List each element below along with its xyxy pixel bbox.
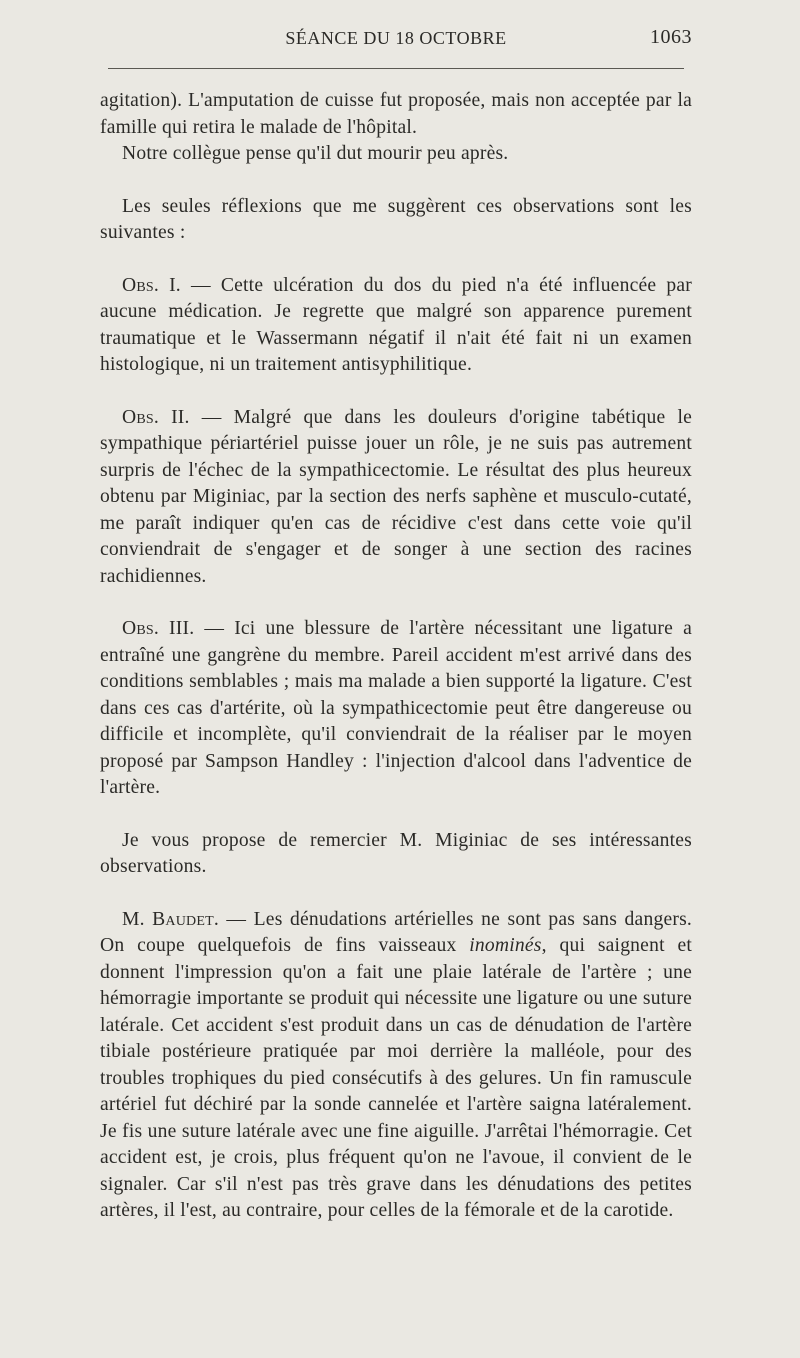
paragraph-gap xyxy=(100,247,692,273)
paragraph-gap xyxy=(100,379,692,405)
paragraph-text: — Cette ulcération du dos du pied n'a été influencée par aucune médication. Je regrette que malgré son apparence purement traumatique et le Wassermann négatif il n'ait été fait ni un examen histologique, ni un traitement antisyphilitique. xyxy=(100,274,692,375)
paragraph-gap xyxy=(100,590,692,616)
paragraph xyxy=(100,141,692,168)
italic-term: inominés xyxy=(469,935,542,956)
observation-paragraph xyxy=(100,273,692,379)
body-text xyxy=(100,88,692,1225)
paragraph-gap xyxy=(100,802,692,828)
paragraph xyxy=(100,88,692,141)
observation-label: Obs. II. xyxy=(122,406,190,428)
paragraph xyxy=(100,828,692,881)
observation-paragraph xyxy=(100,616,692,802)
paragraph-text: — Ici une blessure de l'artère nécessitant une ligature a entraîné une gangrène du membre. Pareil accident m'est arrivé dans des conditions semblables ; mais ma malade a bien supporté la ligature. C'est dans ces cas d'artérite, où la sympathicectomie peut être dangereuse ou difficile et incomplète, qu'il conviendrait de la réaliser par le moyen proposé par Sampson Handley : l'injection d'alcool dans l'adventice de l'artère. xyxy=(100,618,692,798)
observation-label: Obs. III. xyxy=(122,618,195,639)
observation-label: Obs. I. xyxy=(122,274,181,296)
paragraph-text: — Malgré que dans les douleurs d'origine tabétique le sympathique périartériel puisse jouer un rôle, je ne suis pas autrement surpris de l'échec de la sympathicectomie. Le résultat des plus heureux obtenu par Miginiac, par la section des nerfs saphène et musculo-cutaté, me paraît indiquer qu'en cas de récidive c'est dans cette voie qu'il conviendrait de s'engager et de songer à une section des racines rachidiennes. xyxy=(100,406,692,587)
paragraph-gap xyxy=(100,168,692,194)
paragraph-text: , qui saignent et donnent l'impression qu'on a fait une plaie latérale de l'artère ; une hémorragie importante se produit qui nécessite une ligature ou une suture latérale. Cet accident s'est produit dans un cas de dénudation de l'artère tibiale postérieure pratiquée par moi derrière la malléole, pour des troubles trophiques du pied consécutifs à des gelures. Un fin ramuscule artériel fut déchiré par la sonde cannelée et l'artère saigna latéralement. Je fis une suture latérale avec une fine aiguille. J'arrêtai l'hémorragie. Cet accident est, je crois, plus fréquent qu'on ne l'avoue, il convient de le signaler. Car s'il n'est pas très grave dans les dénudations des petites artères, il l'est, au contraire, pour celles de la fémorale et de la carotide. xyxy=(100,935,692,1221)
page-header xyxy=(100,24,692,54)
paragraph-text: agitation). L'amputation de cuisse fut proposée, mais non acceptée par la famille qui retira le malade de l'hôpital. xyxy=(100,90,692,138)
header-rule xyxy=(108,68,684,69)
paragraph-text: Je vous propose de remercier M. Miginiac de ses intéressantes observations. xyxy=(100,829,692,877)
speaker-paragraph xyxy=(100,907,692,1225)
running-title: SÉANCE DU 18 OCTOBRE xyxy=(285,28,507,48)
speaker-name: M. Baudet. xyxy=(122,908,219,930)
paragraph-text: Les seules réflexions que me suggèrent ces observations sont les suivantes : xyxy=(100,195,692,243)
paragraph xyxy=(100,194,692,247)
page-number: 1063 xyxy=(650,26,692,48)
paragraph-text: Notre collègue pense qu'il dut mourir peu après. xyxy=(122,143,509,164)
paragraph-gap xyxy=(100,881,692,907)
paragraph-text: — Les dénudations artérielles ne sont pas sans dangers. On coupe quelquefois de fins vaisseaux xyxy=(100,908,692,956)
observation-paragraph xyxy=(100,405,692,591)
